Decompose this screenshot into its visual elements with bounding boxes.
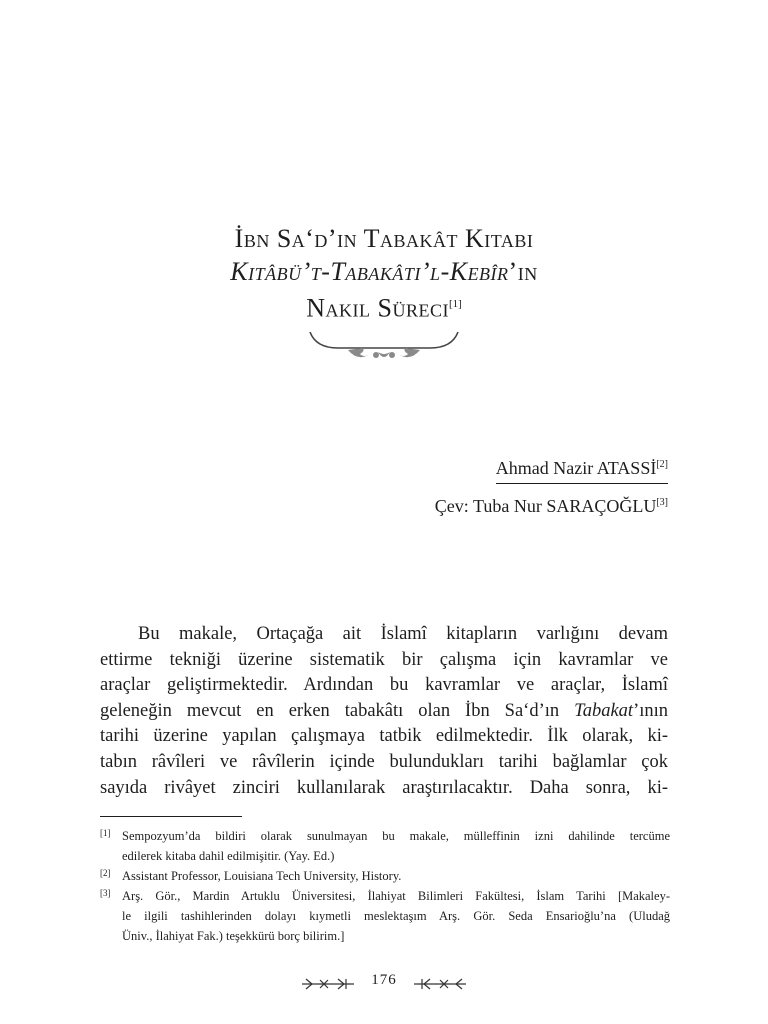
title-line-3-text: Nakil Süreci bbox=[306, 293, 449, 323]
body-line-4-italic: Tabakat bbox=[574, 700, 634, 721]
body-line-5: tarihi üzerine yapılan çalışmaya tatbik edilmektedir. İlk olarak, ki- bbox=[100, 726, 668, 747]
footnote-3-number: [3] bbox=[100, 888, 111, 898]
footnote-3 bbox=[100, 886, 670, 946]
footnote-divider bbox=[100, 816, 242, 817]
title-line-1: İbn Sa‘d’ın Tabakât Kitabı bbox=[234, 224, 534, 253]
translator-footnote-ref: [3] bbox=[656, 497, 668, 508]
article-title bbox=[0, 222, 768, 325]
page-footer bbox=[0, 970, 768, 998]
body-line-4-post: ’ının bbox=[633, 700, 669, 721]
footnote-1-number: [1] bbox=[100, 828, 111, 838]
footnote-2-line-1: Assistant Professor, Louisiana Tech University, History. bbox=[122, 869, 402, 883]
author-footnote-ref: [2] bbox=[656, 459, 668, 470]
title-ornament-icon bbox=[308, 328, 460, 364]
body-line-3: araçlar geliştirmektedir. Ardından bu kavramlar ve araçlar, İslamî bbox=[100, 675, 668, 696]
footnote-1 bbox=[100, 826, 670, 866]
footnote-3-line-3: Üniv., İlahiyat Fak.) teşekkürü borç bilirim.] bbox=[122, 929, 345, 943]
title-line-3 bbox=[0, 288, 768, 325]
author-name: Ahmad Nazir ATASSİ bbox=[495, 458, 657, 478]
footnote-2-number: [2] bbox=[100, 868, 111, 878]
abstract-paragraph bbox=[100, 622, 668, 801]
footnote-1-line-1: Sempozyum’da bildiri olarak sunulmayan bu makale, mülleffinin izni dahilinde tercüme bbox=[122, 829, 670, 843]
footnote-3-line-1: Arş. Gör., Mardin Artuklu Üniversitesi, İlahiyat Bilimleri Fakültesi, İslam Tarihi [Makaley- bbox=[122, 889, 670, 903]
title-book-name: Kitâbü’t-Tabakâti’l-Kebîr bbox=[230, 257, 509, 286]
page-number-right-ornament-icon bbox=[412, 976, 468, 992]
translator-name: Çev: Tuba Nur SARAÇOĞLU bbox=[434, 496, 657, 516]
page-number: 176 bbox=[371, 972, 397, 988]
title-line-2-suffix: ’in bbox=[508, 257, 538, 286]
body-line-7: sayıda rivâyet zinciri kullanılarak araştırılacaktır. Daha sonra, ki- bbox=[100, 777, 668, 798]
body-line-4 bbox=[100, 699, 668, 725]
title-footnote-ref: [1] bbox=[448, 298, 462, 310]
title-line-2 bbox=[0, 255, 768, 288]
footnote-2 bbox=[100, 866, 670, 886]
body-line-4-pre: geleneğin mevcut en erken tabakâtı olan İbn Sa‘d’ın bbox=[100, 700, 560, 721]
body-line-1: Bu makale, Ortaçağa ait İslamî kitapların varlığını devam bbox=[138, 624, 668, 644]
body-line-2: ettirme tekniği üzerine sistematik bir çalışma için kavramlar ve bbox=[100, 649, 668, 670]
footnotes bbox=[100, 826, 670, 946]
page-number-left-ornament-icon bbox=[300, 976, 356, 992]
translator-line bbox=[435, 494, 668, 518]
body-line-6: tabın râvîleri ve râvîlerin içinde bulundukları tarihi bağlamlar çok bbox=[100, 751, 668, 772]
footnote-1-line-2: edilerek kitaba dahil edilmişitir. (Yay. Ed.) bbox=[122, 849, 335, 863]
footnote-3-line-2: le ilgili tashihlerinden dolayı kıymetli meslektaşım Arş. Gör. Seda Ensarioğlu’na (Uludağ bbox=[122, 909, 670, 923]
author-line bbox=[496, 456, 668, 484]
